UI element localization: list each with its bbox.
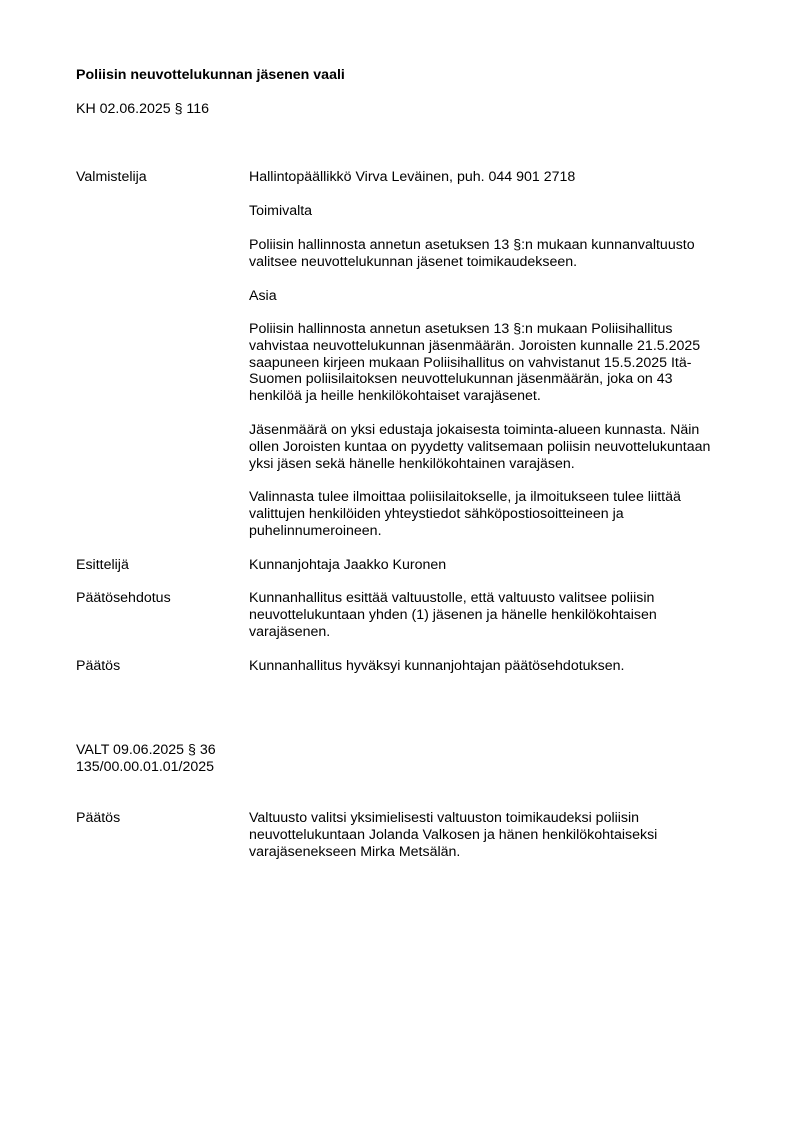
asia-line: yksi jäsen sekä hänelle henkilökohtainen varajäsen. [249, 455, 575, 472]
paatos-valt-line: varajäsenekseen Mirka Metsälän. [249, 843, 461, 860]
asia-line: Suomen poliisilaitoksen neuvottelukunnan jäsenmäärän, joka on 43 [249, 371, 673, 388]
meeting-reference: KH 02.06.2025 § 116 [76, 101, 210, 117]
toimivalta-heading: Toimivalta [249, 203, 313, 219]
valt-meeting-ref: VALT 09.06.2025 § 36 [76, 742, 216, 758]
asia-line: Poliisin hallinnosta annetun asetuksen 13 §:n mukaan Poliisihallitus [249, 321, 673, 337]
esittelija-label: Esittelijä [76, 557, 129, 573]
asia-line: Valinnasta tulee ilmoittaa poliisilaitokselle, ja ilmoitukseen tulee liittää [249, 489, 681, 505]
paatosehdotus-line: varajäsenen. [249, 623, 331, 640]
asia-line: saapuneen kirjeen mukaan Poliisihallitus on vahvistanut 15.5.2025 Itä- [249, 354, 692, 371]
paatos-kh-label: Päätös [76, 658, 121, 674]
esittelija-value: Kunnanjohtaja Jaakko Kuronen [249, 557, 447, 573]
asia-heading: Asia [249, 288, 277, 304]
paatos-valt-text [249, 810, 729, 860]
asia-line: puhelinnumeroineen. [249, 522, 382, 539]
valmistelija-preparer: Hallintopäällikkö Virva Leväinen, puh. 044 901 2718 [249, 169, 576, 185]
document-title: Poliisin neuvottelukunnan jäsenen vaali [76, 67, 345, 83]
asia-paragraph-1 [249, 321, 729, 405]
paatos-valt-line: neuvottelukuntaan Jolanda Valkosen ja hänen henkilökohtaiseksi [249, 826, 658, 843]
valt-reference [76, 742, 326, 776]
toimivalta-line: valitsee neuvottelukunnan jäsenet toimikaudekseen. [249, 253, 578, 270]
paatos-valt-label: Päätös [76, 810, 121, 826]
paatos-kh-value: Kunnanhallitus hyväksyi kunnanjohtajan päätösehdotuksen. [249, 658, 625, 674]
valt-case-number: 135/00.00.01.01/2025 [76, 758, 215, 775]
asia-line: Jäsenmäärä on yksi edustaja jokaisesta toiminta-alueen kunnasta. Näin [249, 422, 700, 438]
paatosehdotus-label: Päätösehdotus [76, 590, 171, 606]
paatosehdotus-line: neuvottelukuntaan yhden (1) jäsenen ja hänelle henkilökohtaisen [249, 606, 657, 623]
asia-line: henkilöä ja heille henkilökohtaiset varajäsenet. [249, 388, 541, 405]
asia-paragraph-3 [249, 489, 729, 539]
valmistelija-label: Valmistelija [76, 169, 147, 185]
paatosehdotus-line: Kunnanhallitus esittää valtuustolle, että valtuusto valitsee poliisin [249, 590, 655, 606]
asia-paragraph-2 [249, 422, 729, 472]
toimivalta-text [249, 237, 729, 271]
asia-line: valittujen henkilöiden yhteystiedot sähköpostiosoitteineen ja [249, 505, 624, 522]
paatosehdotus-text [249, 590, 729, 640]
toimivalta-line: Poliisin hallinnosta annetun asetuksen 13 §:n mukaan kunnanvaltuusto [249, 237, 695, 253]
paatos-valt-line: Valtuusto valitsi yksimielisesti valtuuston toimikaudeksi poliisin [249, 810, 640, 826]
asia-line: ollen Joroisten kuntaa on pyydetty valitsemaan poliisin neuvottelukuntaan [249, 438, 711, 455]
asia-line: vahvistaa neuvottelukunnan jäsenmäärän. Joroisten kunnalle 21.5.2025 [249, 337, 701, 354]
